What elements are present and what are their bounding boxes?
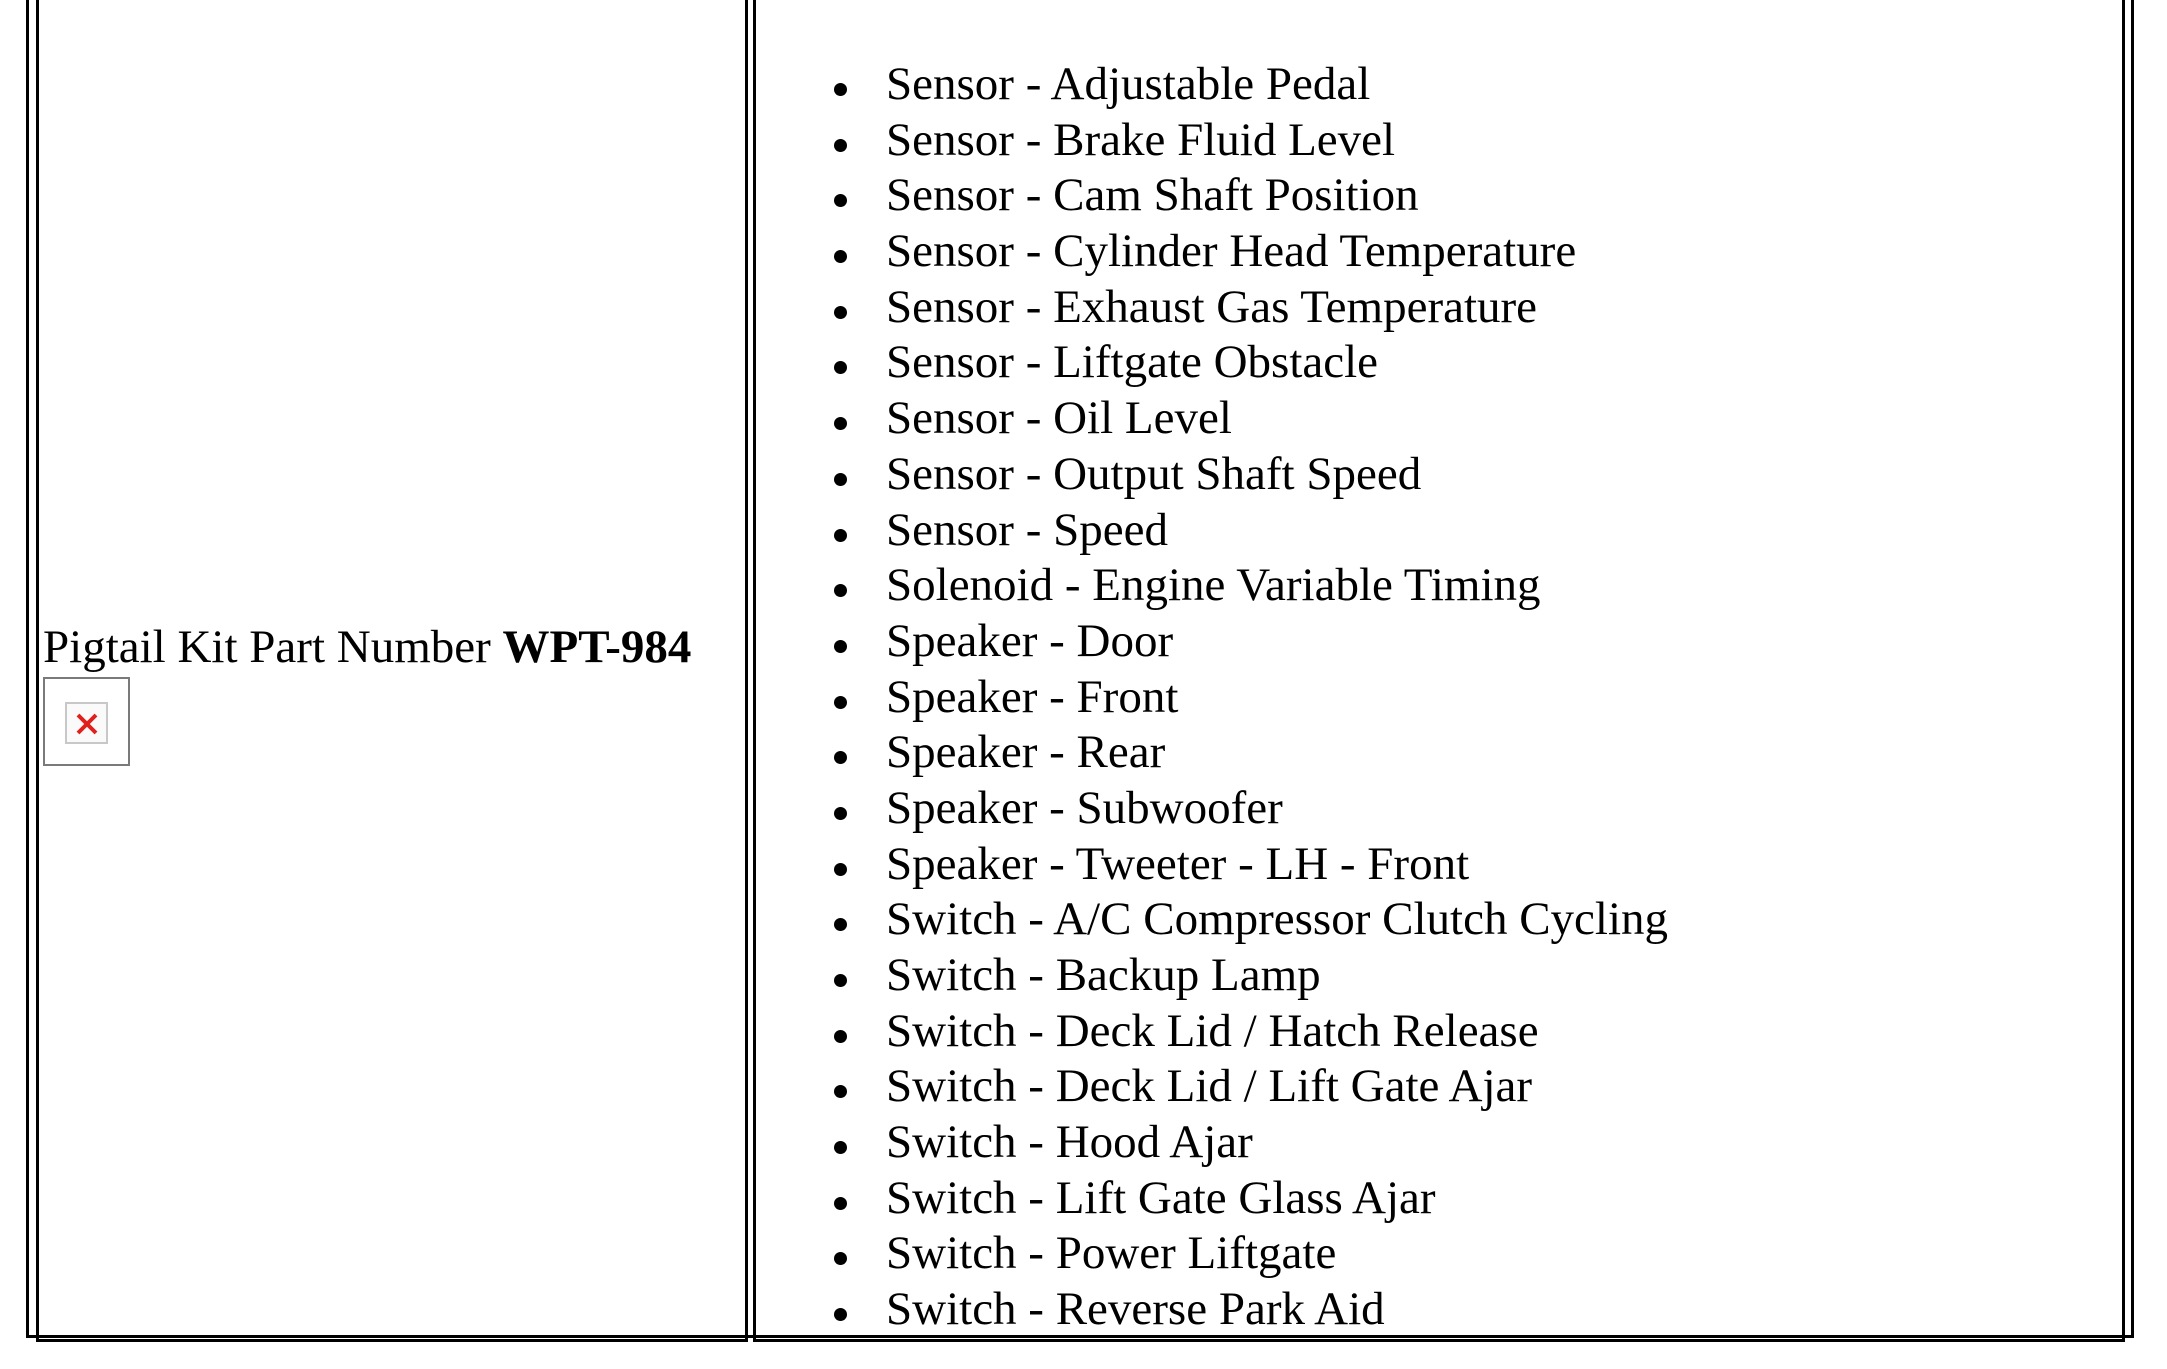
list-item [832, 1283, 1668, 1339]
bullet-icon [834, 584, 847, 597]
bullet-icon [834, 1197, 847, 1210]
component-list [832, 58, 1668, 1339]
list-item-text: Sensor - Output Shaft Speed [886, 447, 1422, 500]
bullet-icon [834, 807, 847, 820]
list-item [832, 114, 1668, 170]
list-item [832, 58, 1668, 114]
list-item [832, 392, 1668, 448]
list-item-text: Solenoid - Engine Variable Timing [886, 559, 1541, 612]
list-item-text: Sensor - Brake Fluid Level [886, 113, 1396, 166]
list-item [832, 838, 1668, 894]
list-item [832, 281, 1668, 337]
list-item-text: Speaker - Door [886, 614, 1174, 667]
list-item [832, 336, 1668, 392]
list-item-text: Switch - Hood Ajar [886, 1116, 1253, 1169]
list-item-text: Speaker - Tweeter - LH - Front [886, 837, 1470, 890]
list-item [832, 169, 1668, 225]
list-item [832, 949, 1668, 1005]
bullet-icon [834, 1030, 847, 1043]
bullet-icon [834, 139, 847, 152]
bullet-icon [834, 863, 847, 876]
list-item-text: Switch - Power Liftgate [886, 1227, 1337, 1280]
list-item [832, 615, 1668, 671]
bullet-icon [834, 529, 847, 542]
bullet-icon [834, 751, 847, 764]
list-item-text: Speaker - Rear [886, 726, 1166, 779]
list-item-text: Speaker - Front [886, 670, 1179, 723]
list-item-text: Switch - Reverse Park Aid [886, 1283, 1385, 1336]
list-item [832, 782, 1668, 838]
list-item [832, 504, 1668, 560]
bullet-icon [834, 974, 847, 987]
bullet-icon [834, 1308, 847, 1321]
list-item-text: Switch - Deck Lid / Lift Gate Ajar [886, 1060, 1533, 1113]
kit-part-number: WPT-984 [502, 621, 692, 673]
list-item [832, 559, 1668, 615]
list-item-text: Speaker - Subwoofer [886, 781, 1283, 834]
list-item [832, 726, 1668, 782]
bullet-icon [834, 918, 847, 931]
list-item [832, 671, 1668, 727]
bullet-icon [834, 361, 847, 374]
list-item [832, 225, 1668, 281]
list-item-text: Switch - Backup Lamp [886, 949, 1321, 1001]
bullet-icon [834, 696, 847, 709]
bullet-icon [834, 1085, 847, 1098]
list-item [832, 1227, 1668, 1283]
broken-image-placeholder [43, 677, 130, 766]
list-item [832, 1172, 1668, 1228]
list-item-text: Sensor - Cam Shaft Position [886, 169, 1419, 222]
kit-label-prefix: Pigtail Kit Part Number [43, 621, 503, 673]
kit-part-number-label [43, 619, 691, 675]
list-item-text: Switch - Lift Gate Glass Ajar [886, 1171, 1436, 1224]
list-item [832, 1116, 1668, 1172]
list-item-text: Sensor - Liftgate Obstacle [886, 336, 1379, 389]
bullet-icon [834, 640, 847, 653]
list-item-text: Sensor - Oil Level [886, 392, 1232, 445]
list-item [832, 1060, 1668, 1116]
bullet-icon [834, 417, 847, 430]
list-item-text: Switch - A/C Compressor Clutch Cycling [886, 893, 1669, 946]
list-item [832, 893, 1668, 949]
bullet-icon [834, 1141, 847, 1154]
bullet-icon [834, 306, 847, 319]
list-item [832, 448, 1668, 504]
bullet-icon [834, 194, 847, 207]
bullet-icon [834, 473, 847, 486]
list-item [832, 1005, 1668, 1061]
bullet-icon [834, 1252, 847, 1265]
list-item-text: Sensor - Cylinder Head Temperature [886, 225, 1577, 278]
bullet-icon [834, 83, 847, 96]
list-item-text: Sensor - Exhaust Gas Temperature [886, 280, 1538, 333]
list-item-text: Sensor - Speed [886, 503, 1168, 556]
broken-image-icon [65, 702, 108, 744]
list-item-text: Switch - Deck Lid / Hatch Release [886, 1004, 1539, 1057]
bullet-icon [834, 250, 847, 263]
list-item-text: Sensor - Adjustable Pedal [886, 58, 1371, 110]
